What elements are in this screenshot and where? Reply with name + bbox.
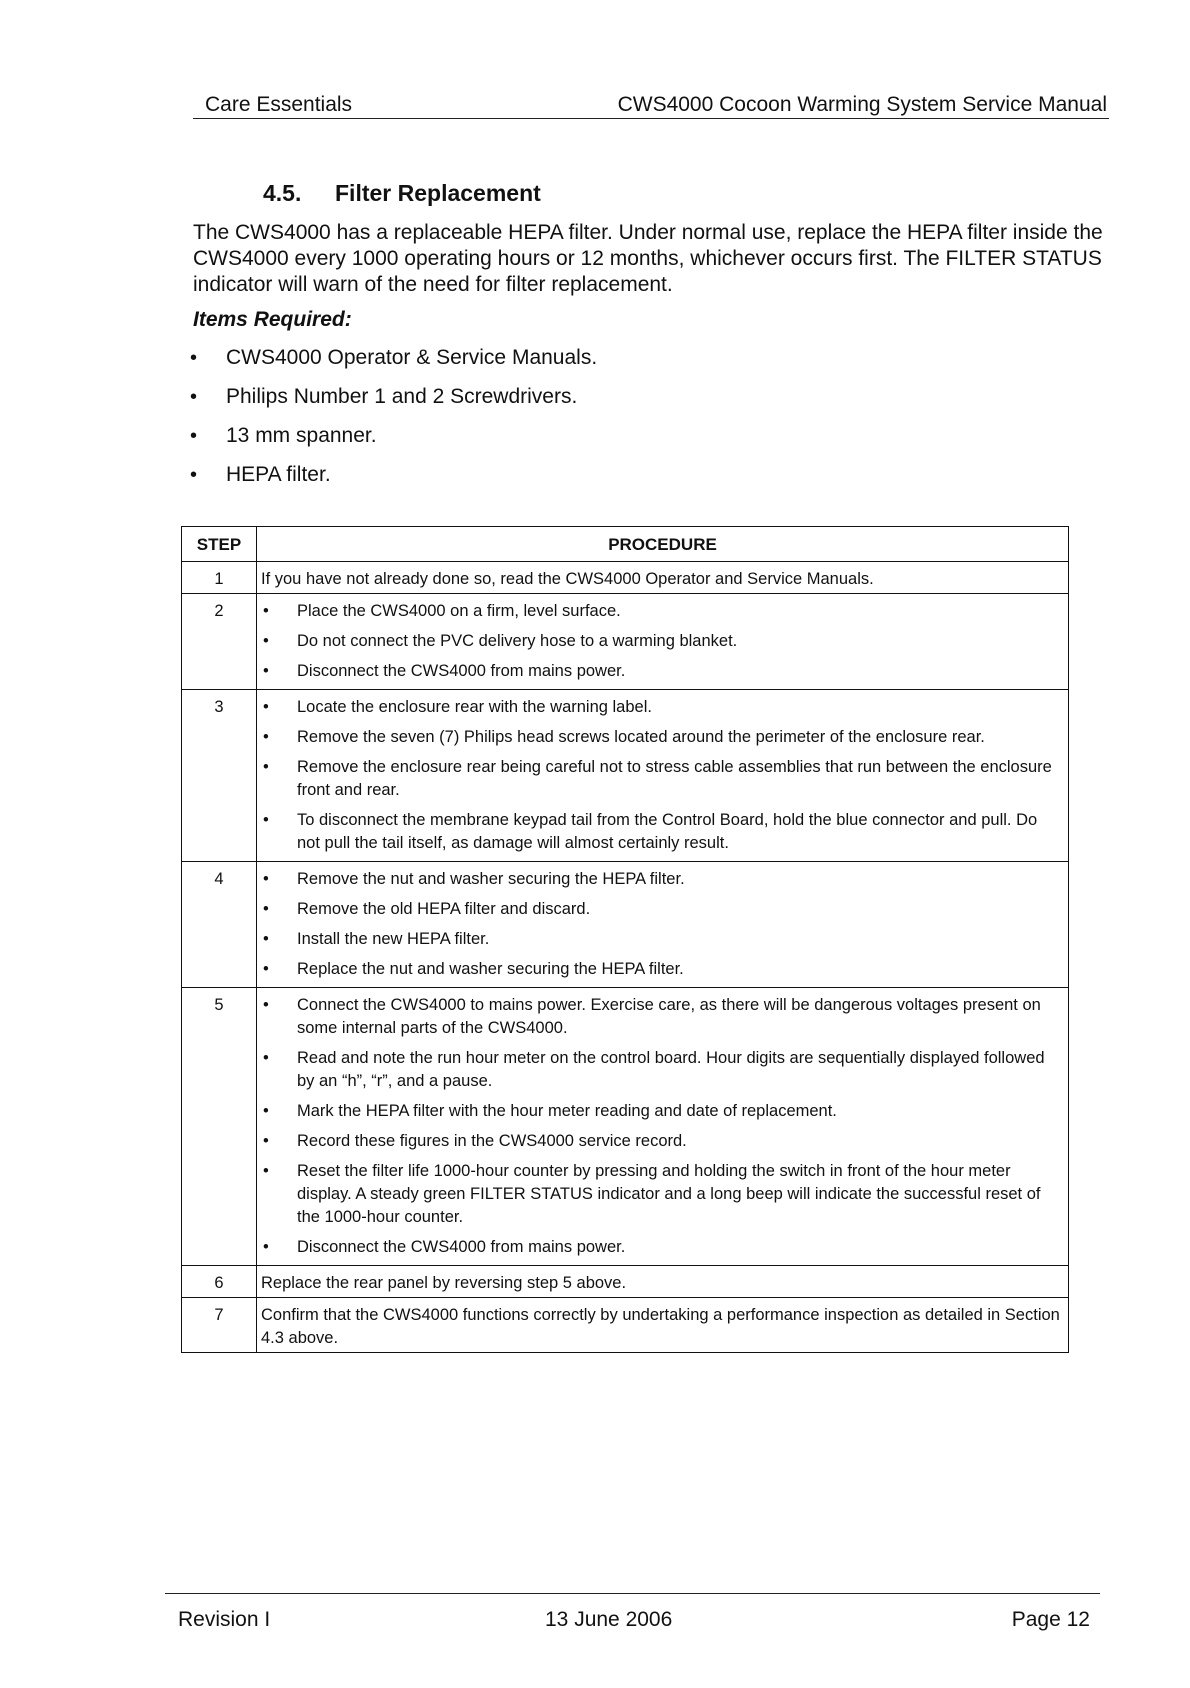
items-required-title: Items Required: [193, 308, 352, 331]
table-row [182, 562, 1069, 594]
step-number: 1 [182, 562, 257, 594]
procedure-bullet: • Disconnect the CWS4000 from mains power. [261, 660, 1062, 683]
procedure-bullet: • Do not connect the PVC delivery hose to a warming blanket. [261, 630, 1062, 653]
step-column-header: STEP [182, 527, 257, 562]
procedure-cell [257, 988, 1069, 1266]
table-row [182, 1266, 1069, 1298]
procedure-column-header: PROCEDURE [257, 527, 1069, 562]
procedure-bullet: • Remove the seven (7) Philips head screws located around the perimeter of the enclosure rear. [261, 726, 1062, 749]
header-manual-title: CWS4000 Cocoon Warming System Service Manual [617, 93, 1107, 116]
procedure-bullet: • Remove the nut and washer securing the HEPA filter. [261, 868, 1062, 891]
procedure-bullets [261, 994, 1062, 1259]
procedure-table [181, 526, 1069, 1353]
procedure-bullet: • To disconnect the membrane keypad tail from the Control Board, hold the blue connector and pull. Do not pull the tail itself, as damage will almost certainly result. [261, 809, 1062, 855]
page-header [193, 92, 1109, 119]
list-item: • Philips Number 1 and 2 Screwdrivers. [190, 384, 597, 423]
list-item: • 13 mm spanner. [190, 423, 597, 462]
procedure-bullet: • Mark the HEPA filter with the hour meter reading and date of replacement. [261, 1100, 1062, 1123]
procedure-cell [257, 862, 1069, 988]
procedure-bullet: • Read and note the run hour meter on the control board. Hour digits are sequentially displayed followed by an “h”, “r”, and a pause. [261, 1047, 1062, 1093]
table-row [182, 1298, 1069, 1353]
procedure-cell [257, 690, 1069, 862]
step-number: 7 [182, 1298, 257, 1353]
footer-page-number: Page 12 [1011, 1608, 1090, 1631]
table-row [182, 862, 1069, 988]
table-row [182, 594, 1069, 690]
procedure-bullet: • Locate the enclosure rear with the warning label. [261, 696, 1062, 719]
procedure-cell [257, 594, 1069, 690]
procedure-text: Confirm that the CWS4000 functions correctly by undertaking a performance inspection as detailed in Section 4.3 above. [257, 1298, 1069, 1353]
procedure-bullet: • Remove the old HEPA filter and discard. [261, 898, 1062, 921]
intro-paragraph: The CWS4000 has a replaceable HEPA filter. Under normal use, replace the HEPA filter inside the CWS4000 every 1000 operating hours or 12 months, whichever occurs first. The FILTER STATUS indicator will warn of the need for filter replacement. [193, 221, 1103, 296]
procedure-text: Replace the rear panel by reversing step 5 above. [257, 1266, 1069, 1298]
table-row [182, 988, 1069, 1266]
procedure-bullet: • Reset the filter life 1000-hour counter by pressing and holding the switch in front of the hour meter display. A steady green FILTER STATUS indicator and a long beep will indicate the successful reset of the 1000-hour counter. [261, 1160, 1062, 1229]
table-header-row [182, 527, 1069, 562]
procedure-bullet: • Disconnect the CWS4000 from mains power. [261, 1236, 1062, 1259]
footer-date: 13 June 2006 [545, 1608, 673, 1631]
list-item: • HEPA filter. [190, 462, 597, 501]
footer-rule [165, 1593, 1100, 1594]
procedure-bullet: • Place the CWS4000 on a firm, level surface. [261, 600, 1062, 623]
items-required-list [190, 345, 597, 501]
table-row [182, 690, 1069, 862]
section-heading [263, 180, 541, 207]
procedure-bullets [261, 600, 1062, 683]
step-number: 6 [182, 1266, 257, 1298]
header-company: Care Essentials [205, 93, 353, 116]
section-number: 4.5. [263, 180, 302, 206]
procedure-bullet: • Install the new HEPA filter. [261, 928, 1062, 951]
procedure-bullets [261, 696, 1062, 855]
procedure-bullets [261, 868, 1062, 981]
footer-revision: Revision I [178, 1608, 271, 1631]
procedure-bullet: • Replace the nut and washer securing the HEPA filter. [261, 958, 1062, 981]
step-number: 2 [182, 594, 257, 690]
step-number: 3 [182, 690, 257, 862]
procedure-bullet: • Connect the CWS4000 to mains power. Exercise care, as there will be dangerous voltages present on some internal parts of the CWS4000. [261, 994, 1062, 1040]
list-item: • CWS4000 Operator & Service Manuals. [190, 345, 597, 384]
section-title: Filter Replacement [335, 180, 541, 206]
step-number: 4 [182, 862, 257, 988]
procedure-bullet: • Record these figures in the CWS4000 service record. [261, 1130, 1062, 1153]
procedure-bullet: • Remove the enclosure rear being careful not to stress cable assemblies that run between the enclosure front and rear. [261, 756, 1062, 802]
step-number: 5 [182, 988, 257, 1266]
procedure-text: If you have not already done so, read the CWS4000 Operator and Service Manuals. [257, 562, 1069, 594]
